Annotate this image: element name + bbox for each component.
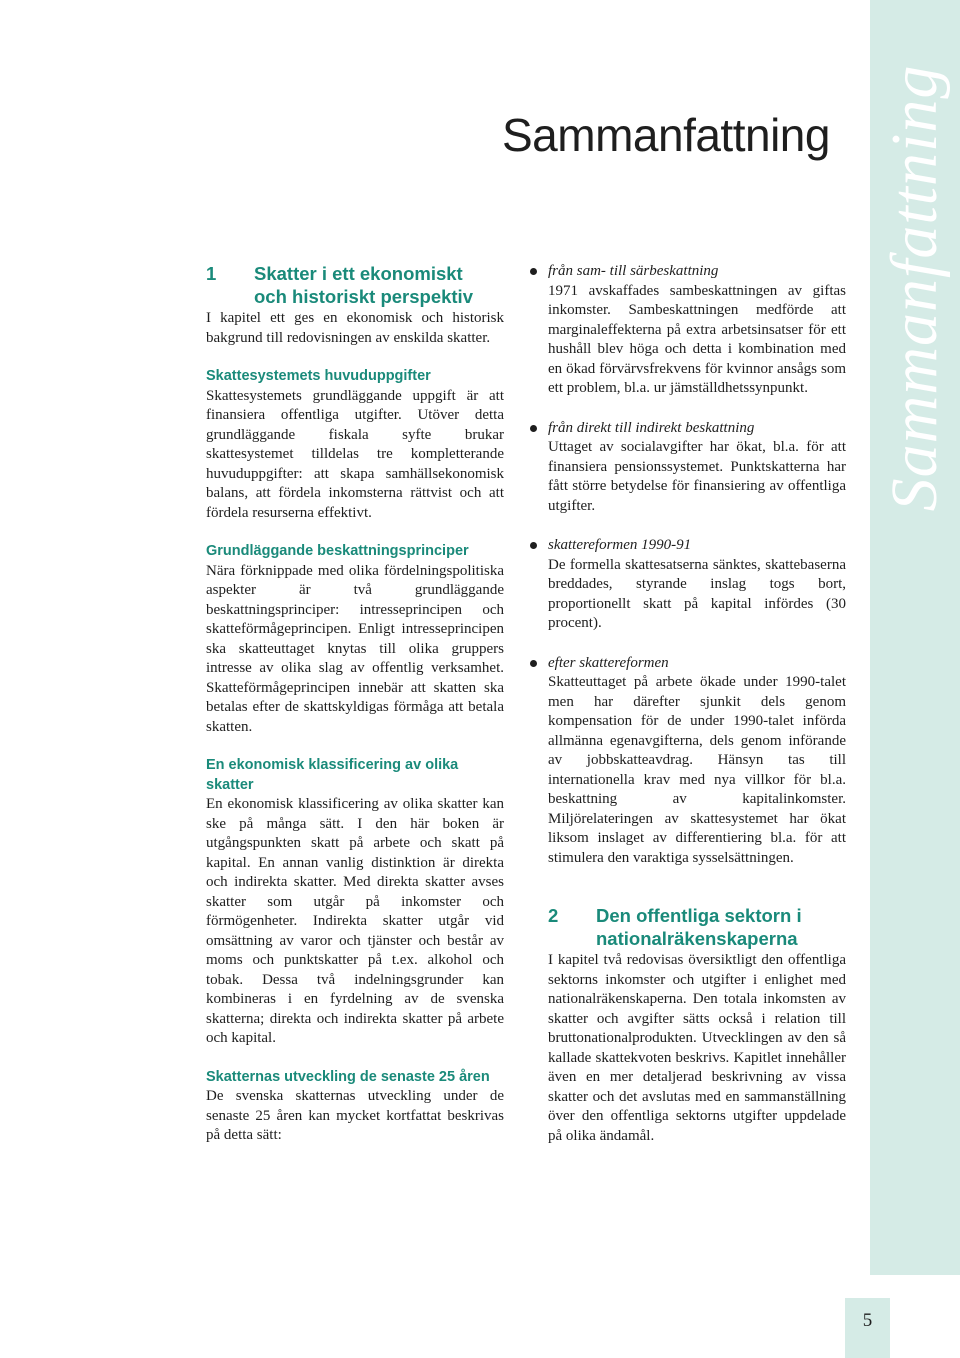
bullet-dot [530, 425, 537, 432]
left-column [206, 262, 504, 1146]
chapter-title-line: nationalräkenskaperna [596, 928, 798, 949]
bullet-heading: skattereformen 1990-91 [548, 537, 692, 553]
bullet-item [548, 262, 846, 399]
bullet-dot [530, 268, 537, 275]
section-heading: En ekonomisk klassificering av olika skatter [206, 757, 459, 793]
section-heading: Grundläggande beskattningsprinciper [206, 543, 469, 559]
chapter-2-heading [548, 904, 846, 950]
section-body: Skattesystemets grundläggande uppgift är att finansiera offentliga utgifter. Utöver detta grundläggande fiskala syfte brukar skattesystemet tilldelas tre kompletterande huvuduppgifter: att skapa samhällsekonomisk balans, att fördela inkomsterna rättvist och att fördela resurserna effektivt. [206, 387, 504, 521]
bullet-body: Skatteuttaget på arbete ökade under 1990-talet men har därefter sjunkit dels genom kompensation för de under 1990-talet införda allmänna egenavgifterna, dels genom införande av jobbskatteavdrag. Hänsyn tas till internationella krav med nya villkor för bl.a. beskattning av kapitalinkomster. Miljörelateringen av skattesystemet har ökat liksom inslaget av differentiering bl.a. för att stimulera den varaktiga sysselsättningen. [548, 674, 846, 866]
bullet-heading: från direkt till indirekt beskattning [548, 419, 755, 436]
chapter-title-line: Den offentliga sektorn i [596, 905, 802, 926]
bullet-body: Uttaget av socialavgifter har ökat, bl.a. för att finansiera pensionssystemet. Punktskatterna har fått större betydelse för finansiering av offentliga utgifter. [548, 439, 846, 514]
bullet-dot [530, 542, 537, 549]
chapter-title [596, 904, 802, 950]
chapter-number: 2 [548, 905, 559, 926]
section-body: De svenska skatternas utveckling under de senaste 25 åren kan mycket kortfattat beskrivas på detta sätt: [206, 1088, 504, 1143]
chapter-1-heading [206, 262, 504, 308]
chapter-2-body: I kapitel två redovisas översiktligt den offentliga sektorns inkomster och utgifter i enlighet med nationalräkenskaperna. Den totala inkomsten av skatter och avgifter sätts också i relation till bruttonationalprodukten. Utvecklingen av den så kallade skattekvoten beskrivs. Kapitlet innehåller även en mer detaljerad beskrivning av vissa skatter och det avslutas med en sammanställning över den offentliga sektorns utgifter uppdelade på olika ändamål. [548, 952, 846, 1144]
bullet-body: 1971 avskaffades sambeskattningen av giftas inkomster. Sambeskattningen medförde att marginaleffekterna på extra arbetsinsatser för ett hushåll blev höga och detta i kombination med en ökad förvärvsfrekvens för kvinnor ansågs som ett problem, bl.a. ur jämställdhetssynpunkt. [548, 282, 846, 396]
right-column [548, 262, 846, 1146]
chapter-number: 1 [206, 263, 217, 284]
bullet-heading: efter skattereformen [548, 654, 669, 671]
bullet-dot [530, 660, 537, 667]
section-heading: Skattesystemets huvuduppgifter [206, 368, 431, 384]
chapter-title-line: och historiskt perspektiv [254, 286, 473, 307]
section-heading: Skatternas utveckling de senaste 25 åren [206, 1068, 490, 1085]
chapter-title-line: Skatter i ett ekonomiskt [254, 263, 463, 284]
sidebar-label-wrap [870, 0, 960, 1275]
chapter-title [254, 262, 473, 308]
page-number: 5 [862, 1310, 873, 1331]
sidebar-band [870, 0, 960, 1275]
page-number-box [845, 1298, 890, 1358]
bullet-heading: från sam- till särbeskattning [548, 263, 719, 279]
section-body: En ekonomisk klassificering av olika skatter kan ske på många sätt. I den här boken är utgångspunkten skatt på arbete och skatt på kapital. En annan vanlig distinktion är direkta och indirekta skatter. Med direkta skatter avses skatter som utgår på inkomster och förmögenheter. Indirekta skatter utgår vid omsättning av varor och tjänster och består av moms och punktskatter på t.ex. alkohol och tobak. Dessa två indelningsgrunder kan kombineras i en fyrdelning av de svenska skatterna; direkta och indirekta skatter på arbete och kapital. [206, 796, 504, 1046]
bullet-item [548, 419, 846, 517]
bullet-item [548, 536, 846, 634]
chapter-intro: I kapitel ett ges en ekonomisk och historisk bakgrund till redovisningen av enskilda skatter. [206, 310, 504, 346]
sidebar-label: Sammanfattning [878, 64, 951, 512]
bullet-body: De formella skattesatserna sänktes, skattebaserna breddades, styrande inslag togs bort, proportionellt skatt på kapital infördes (30 procent). [548, 556, 846, 631]
bullet-item [548, 654, 846, 869]
section-body: Nära förknippade med olika fördelningspolitiska aspekter är två grundläggande beskattningsprinciper: intresseprincipen och skatteförmågeprincipen. Enligt intresseprincipen ska skatteuttaget knytas till olika gruppers intresse av olika slag av offentlig verksamhet. Skatteförmågeprincipen innebär att skatten ska betalas efter de skattskyldigas förmåga att betala skatten. [206, 562, 504, 735]
page-title: Sammanfattning [502, 109, 830, 161]
